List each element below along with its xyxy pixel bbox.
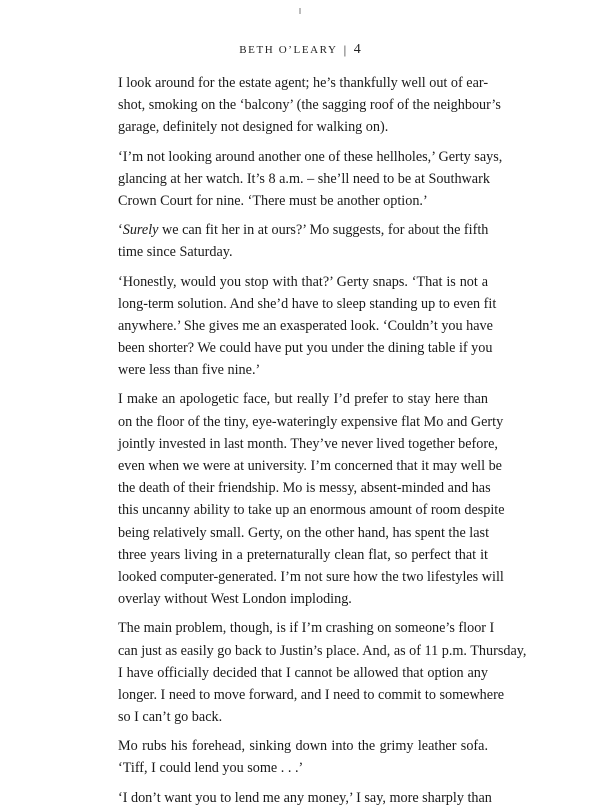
text-line: anywhere.’ She gives me an exasperated look. ‘Couldn’t you have xyxy=(118,317,493,334)
text-line: I look around for the estate agent; he’s thankfully well out of ear- xyxy=(118,75,489,91)
page-number: 4 xyxy=(353,42,361,57)
paragraph xyxy=(118,735,488,779)
paragraph xyxy=(118,617,527,728)
text-line: ‘Surely we can fit her in at ours?’ Mo suggests, for about the fifth xyxy=(118,222,489,239)
paragraph xyxy=(118,271,497,382)
text-line: been shorter? We could have put you under the dining table if you xyxy=(118,340,493,357)
text-line: ‘Tiff, I could lend you some . . .’ xyxy=(118,760,304,777)
text-line: Crown Court for nine. ‘There must be another option.’ xyxy=(118,192,428,209)
text-line: even when we were at university. I’m concerned that it may well be xyxy=(118,458,502,474)
text-line: glancing at her watch. It’s 8 a.m. – she’ll need to be at Southwark xyxy=(118,170,490,187)
text-line: can just as easily go back to Justin’s place. And, as of 11 p.m. Thursday, xyxy=(118,642,527,659)
text-line: jointly invested in last month. They’ve never lived together before, xyxy=(118,435,498,452)
text-line: longer. I need to move forward, and I need to commit to somewhere xyxy=(118,686,505,703)
text-line: looked computer-generated. I’m not sure how the two lifestyles will xyxy=(118,568,504,585)
scan-mark xyxy=(299,8,301,14)
text-line: overlay without West London imploding. xyxy=(118,591,352,608)
paragraph xyxy=(118,787,492,809)
body-text xyxy=(118,72,527,809)
text-line: ‘Honestly, would you stop with that?’ Gerty snaps. ‘That is not a xyxy=(118,273,488,290)
running-head xyxy=(0,41,600,58)
text-line: I make an apologetic face, but really I’d prefer to stay here than xyxy=(118,391,488,408)
text-line: three years living in a preternaturally clean flat, so perfect that it xyxy=(118,546,488,563)
text-line: long-term solution. And she’d have to sleep standing up to even fit xyxy=(118,295,497,312)
text-line: being relatively small. Gerty, on the other hand, has spent the last xyxy=(118,524,490,541)
paragraph xyxy=(118,388,505,610)
author-name: BETH O’LEARY xyxy=(239,44,338,56)
paragraph xyxy=(118,146,503,213)
text-line: the death of their friendship. Mo is messy, absent-minded and has xyxy=(118,480,491,497)
text-line: so I can’t go back. xyxy=(118,709,223,726)
text-line: this uncanny ability to take up an enormous amount of room despite xyxy=(118,502,505,519)
text-line: ‘I don’t want you to lend me any money,’ I say, more sharply than xyxy=(118,789,492,806)
text-line: Mo rubs his forehead, sinking down into the grimy leather sofa. xyxy=(118,738,488,755)
header-separator: | xyxy=(343,42,348,57)
emphasis: Surely xyxy=(122,222,159,239)
text-line: ‘I’m not looking around another one of these hellholes,’ Gerty says, xyxy=(118,148,503,165)
text-line: I have officially decided that I cannot be allowed that option any xyxy=(118,664,488,681)
text-line: garage, definitely not designed for walking on). xyxy=(118,119,389,136)
text-line: The main problem, though, is if I’m crashing on someone’s floor I xyxy=(118,620,495,637)
text-line: on the floor of the tiny, eye-wateringly expensive flat Mo and Gerty xyxy=(118,413,504,430)
paragraph xyxy=(118,72,501,139)
text-line: time since Saturday. xyxy=(118,244,233,261)
text-line: were less than five nine.’ xyxy=(118,362,261,379)
paragraph xyxy=(118,219,488,263)
text-line: shot, smoking on the ‘balcony’ (the sagging roof of the neighbour’s xyxy=(118,97,501,114)
